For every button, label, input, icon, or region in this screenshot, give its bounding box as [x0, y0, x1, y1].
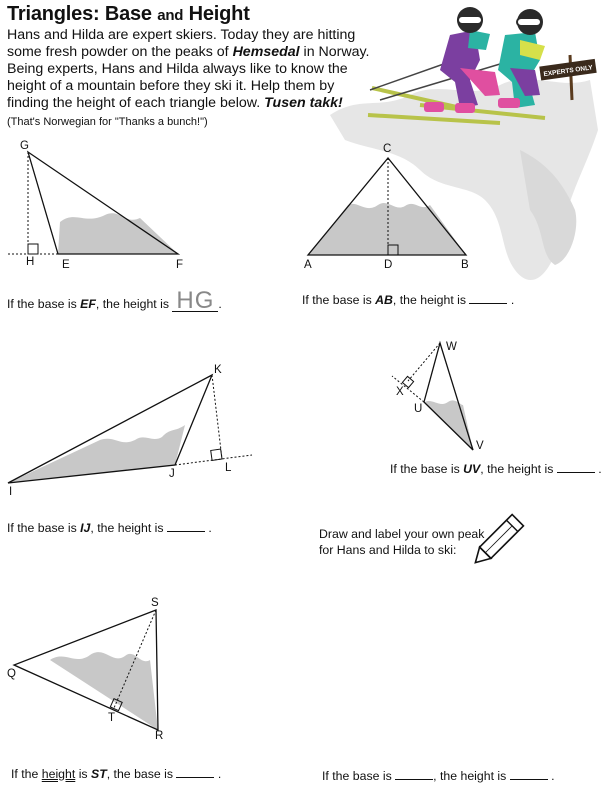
- point-label-b: B: [461, 259, 469, 271]
- sign-text: EXPERTS ONLY: [543, 64, 594, 79]
- q4-mid: , the height is: [480, 462, 557, 476]
- q4-text: If the base is: [390, 462, 464, 476]
- answer-blank-6b[interactable]: [510, 769, 548, 780]
- q1-end: .: [218, 297, 222, 311]
- q1-mid: , the height is: [95, 297, 173, 311]
- q2-end: .: [510, 293, 515, 307]
- q4-end: .: [598, 462, 602, 476]
- triangle-wxuv: [392, 343, 473, 450]
- q5-end: .: [217, 767, 222, 781]
- translation-note: (That's Norwegian for "Thanks a bunch!"): [7, 116, 208, 128]
- point-label-g: G: [20, 140, 29, 152]
- title-main: Triangles: Base: [7, 3, 152, 25]
- q6-end: .: [551, 769, 555, 783]
- question-2: [302, 293, 514, 307]
- q2-mid: , the height is: [392, 293, 470, 307]
- point-label-k: K: [214, 364, 222, 376]
- intro-text-2: in Norway. Being experts, Hans and Hilda always like to know the height of a mountain before they ski it. Help them by finding the height of each triangle below.: [7, 44, 370, 111]
- q3-end: .: [208, 521, 212, 535]
- q6-mid: , the height is: [433, 769, 510, 783]
- point-label-j: J: [169, 468, 175, 480]
- q3-base: IJ: [80, 521, 91, 535]
- question-3: [7, 521, 212, 535]
- question-6: [322, 769, 555, 783]
- q5-mid1: is: [75, 767, 91, 781]
- q1-text: If the base is: [7, 297, 81, 311]
- point-label-f: F: [176, 259, 184, 271]
- point-label-w: W: [446, 341, 457, 353]
- point-label-v: V: [476, 440, 484, 452]
- point-label-e: E: [62, 259, 70, 271]
- question-1: [7, 287, 222, 314]
- q5-word-height: height: [41, 767, 76, 781]
- answer-blank-3[interactable]: [167, 521, 205, 532]
- point-label-s: S: [151, 597, 159, 609]
- intro-thanks: Tusen takk!: [264, 95, 343, 111]
- q1-base: EF: [80, 297, 96, 311]
- point-label-r: R: [155, 730, 164, 742]
- answer-blank-5[interactable]: [176, 767, 214, 778]
- point-label-q: Q: [7, 668, 16, 680]
- question-4: [390, 462, 602, 476]
- point-label-t: T: [108, 712, 116, 724]
- question-5: [11, 767, 221, 781]
- q5-base: ST: [91, 767, 107, 781]
- answer-blank-6a[interactable]: [395, 769, 433, 780]
- q6-text: If the base is: [322, 769, 396, 783]
- point-label-i: I: [9, 486, 13, 498]
- q5-mid2: , the base is: [106, 767, 177, 781]
- q3-text: If the base is: [7, 521, 81, 535]
- point-label-c: C: [383, 143, 392, 155]
- point-label-x: X: [396, 386, 404, 398]
- answer-blank-2[interactable]: [469, 293, 507, 304]
- draw-prompt: Draw and label your own peak for Hans and Hilda to ski:: [319, 527, 485, 557]
- triangle-kijl: [8, 375, 252, 483]
- point-label-l: L: [225, 462, 232, 474]
- answer-blank-4[interactable]: [557, 462, 595, 473]
- intro-text-1: Hans and Hilda are expert skiers. Today they are hitting some fresh powder on the peaks of: [7, 27, 356, 60]
- point-label-d: D: [384, 259, 393, 271]
- answer-hg: HG: [172, 291, 218, 312]
- point-label-a: A: [304, 259, 312, 271]
- q5-text: If the: [11, 767, 42, 781]
- triangle-sqtr: [14, 610, 158, 730]
- point-label-u: U: [414, 403, 423, 415]
- q3-mid: , the height is: [90, 521, 167, 535]
- point-label-h: H: [26, 256, 35, 268]
- title-and: and: [157, 7, 184, 24]
- drawing-area[interactable]: [300, 560, 590, 760]
- q2-base: AB: [375, 293, 393, 307]
- triangle-ghef: [8, 152, 178, 254]
- q4-base: UV: [463, 462, 481, 476]
- q2-text: If the base is: [302, 293, 376, 307]
- intro-place: Hemsedal: [232, 44, 300, 60]
- title-end: Height: [188, 3, 250, 25]
